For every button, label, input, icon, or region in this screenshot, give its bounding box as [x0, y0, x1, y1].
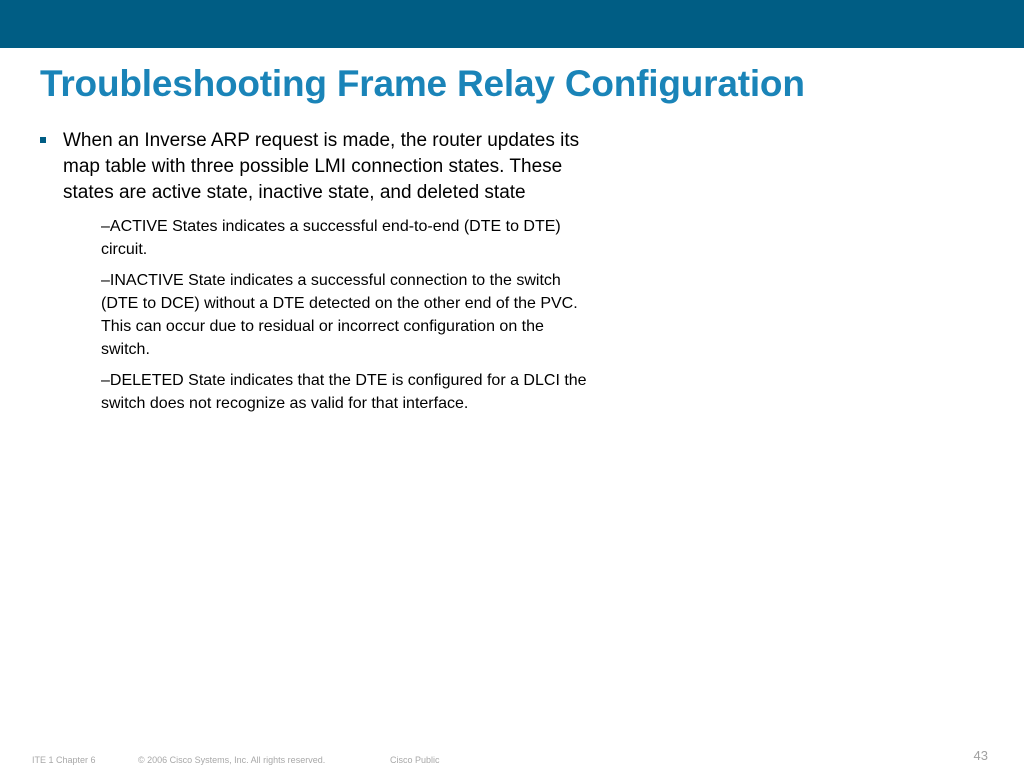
square-bullet-icon [40, 137, 46, 143]
bullet-item [38, 128, 598, 206]
footer-classification: Cisco Public [390, 755, 440, 765]
footer-chapter: ITE 1 Chapter 6 [32, 755, 96, 765]
sub-bullet-active-state: –ACTIVE States indicates a successful end-to-end (DTE to DTE) circuit. [101, 218, 561, 258]
sub-bullet-inactive-state: –INACTIVE State indicates a successful connection to the switch (DTE to DCE) without a DTE detected on the other end of the PVC. This can occur due to residual or incorrect configuration on the switch. [101, 272, 578, 358]
sub-bullet-deleted-state: –DELETED State indicates that the DTE is configured for a DLCI the switch does not recognize as valid for that interface. [101, 372, 587, 412]
slide-footer [0, 750, 1024, 768]
footer-copyright: © 2006 Cisco Systems, Inc. All rights reserved. [138, 755, 326, 765]
page-number: 43 [973, 748, 988, 763]
sub-bullet-list [38, 215, 598, 415]
header-bar [0, 0, 1024, 48]
bullet-text: When an Inverse ARP request is made, the router updates its map table with three possible LMI connection states. These states are active state, inactive state, and deleted state [63, 130, 580, 203]
slide-content [38, 128, 598, 423]
slide-title: Troubleshooting Frame Relay Configuration [40, 63, 805, 104]
